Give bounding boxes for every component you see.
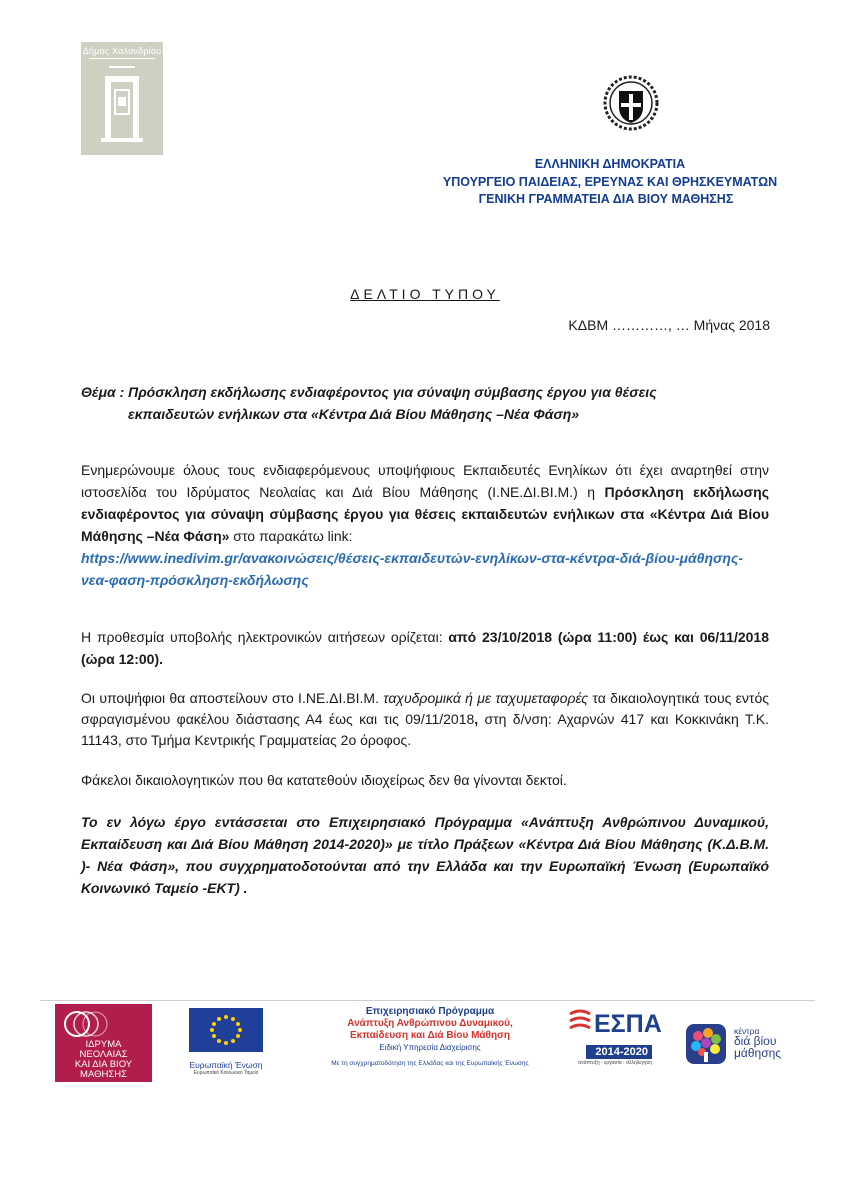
p3-text2: τα δικαιολογητικά τους εντός σφραγισμένου φακέλου διάστασης Α4 έως και τις 09/11/2018 bbox=[81, 690, 769, 727]
kdvm-line-3: μάθησης bbox=[734, 1046, 782, 1060]
eu-sub: Ευρωπαϊκό Κοινωνικό Ταμείο bbox=[193, 1070, 259, 1076]
p1-text: Ενημερώνουμε όλους τους ενδιαφερόμενους υποψήφιους Εκπαιδευτές Ενηλίκων ότι έχει αναρτηθεί στην ιστοσελίδα του Ιδρύματος Νεολαίας και Διά Βίου Μάθησης (Ι.ΝΕ.ΔΙ.ΒΙ.Μ.) η bbox=[81, 462, 769, 500]
inedivim-logo bbox=[55, 1004, 152, 1082]
op-cofund: Με τη συγχρηματοδότηση της Ελλάδας και της Ευρωπαϊκής Ένωσης bbox=[331, 1060, 529, 1067]
building-icon bbox=[81, 42, 163, 155]
kdvm-line-2: διά βίου bbox=[734, 1034, 777, 1048]
municipality-label: Δήμος Χαλανδρίου bbox=[82, 46, 162, 56]
kdvm-line-1: κέντρα bbox=[734, 1026, 760, 1036]
p2-text: Η προθεσμία υποβολής ηλεκτρονικών αιτήσεων ορίζεται: bbox=[81, 629, 449, 645]
p2-bold: από 23/10/2018 (ώρα 11:00) έως και 06/11/2018 (ώρα 12:00). bbox=[81, 629, 769, 667]
funding-paragraph: Το εν λόγω έργο εντάσσεται στο Επιχειρησιακό Πρόγραμμα «Ανάπτυξη Ανθρώπινου Δυναμικού, Εκπαίδευση και Διά Βίου Μάθηση 2014-2020)» με τίτλο Πράξεων «Κέντρα Διά Βίου Μάθησης (Κ.Δ.Β.Μ. )- Νέα Φάση», που συγχρηματοδοτούνται από την Ελλάδα και την Ευρωπαϊκή Ένωση (Ευρωπαϊκό Κοινωνικό Ταμείο -ΕΚΤ) . bbox=[81, 814, 769, 896]
op-title: Επιχειρησιακό Πρόγραμμα bbox=[365, 1006, 495, 1017]
inedivim-line-1: ΙΔΡΥΜΑ bbox=[85, 1039, 122, 1050]
inedivim-line-3: ΚΑΙ ΔΙΑ ΒΙΟΥ bbox=[74, 1059, 133, 1070]
ministry-republic: ΕΛΛΗΝΙΚΗ ΔΗΜΟΚΡΑΤΙΑ bbox=[534, 157, 686, 171]
ministry-name: ΥΠΟΥΡΓΕΙΟ ΠΑΙΔΕΙΑΣ, ΕΡΕΥΝΑΣ ΚΑΙ ΘΡΗΣΚΕΥΜΑΤΩΝ bbox=[442, 175, 778, 189]
submission-paragraph bbox=[81, 688, 769, 751]
eu-logo bbox=[188, 1008, 264, 1074]
p1-after: στο παρακάτω link: bbox=[229, 528, 353, 544]
subject-line-2: εκπαιδευτών ενήλικων στα «Κέντρα Διά Βίου Μάθησης –Νέα Φάση» bbox=[128, 406, 580, 422]
operational-programme-logo bbox=[310, 1006, 550, 1070]
espa-name: ΕΣΠΑ bbox=[594, 1010, 662, 1038]
p3-text1: Οι υποψήφιοι θα αποστείλουν στο Ι.ΝΕ.ΔΙ.ΒΙ.Μ. bbox=[81, 690, 384, 706]
press-release-title: ΔΕΛΤΙΟ ΤΥΠΟΥ bbox=[350, 286, 500, 302]
inedivim-line-2: ΝΕΟΛΑΙΑΣ bbox=[79, 1049, 128, 1060]
inedivim-link[interactable]: https://www.inedivim.gr/ανακοινώσεις/θέσεις-εκπαιδευτών-ενηλίκων-στα-κέντρα-διά-βίου-μάθησης-νεα-φαση-πρόσκληση-εκδήλωσης bbox=[81, 550, 743, 588]
ministry-secretariat: ΓΕΝΙΚΗ ΓΡΑΜΜΑΤΕΙΑ ΔΙΑ ΒΙΟΥ ΜΑΘΗΣΗΣ bbox=[478, 192, 734, 206]
op-name-1: Ανάπτυξη Ανθρώπινου Δυναμικού, bbox=[347, 1018, 513, 1029]
op-service: Ειδική Υπηρεσία Διαχείρισης bbox=[379, 1043, 481, 1052]
inedivim-line-4: ΜΑΘΗΣΗΣ bbox=[80, 1069, 127, 1080]
subject-prefix: Θέμα : bbox=[81, 384, 129, 400]
deadline-paragraph bbox=[81, 626, 769, 670]
eu-flag-icon bbox=[188, 1008, 264, 1054]
p3-text3: στη δ/νση: Αχαρνών 417 και Κοκκινάκη Τ.Κ. 11143, στο Τμήμα Κεντρικής Γραμματείας 2ο όροφος. bbox=[81, 711, 770, 748]
speech-bubbles-icon bbox=[55, 1004, 152, 1044]
espa-logo bbox=[568, 1006, 662, 1068]
eu-label: Ευρωπαϊκή Ένωση bbox=[189, 1060, 263, 1070]
announcement-paragraph bbox=[81, 459, 769, 591]
op-name-2: Εκπαίδευση και Διά Βίου Μάθηση bbox=[349, 1030, 511, 1041]
espa-years: 2014-2020 bbox=[586, 1045, 652, 1059]
espa-tagline: ανάπτυξη - εργασία - αλληλεγγύη bbox=[578, 1060, 652, 1066]
kdvm-logo bbox=[684, 1022, 796, 1070]
p3-comma: , bbox=[474, 711, 479, 727]
p3-italic: ταχυδρομικά ή με ταχυμεταφορές bbox=[383, 690, 589, 706]
tree-icon bbox=[684, 1022, 728, 1068]
reference-number: ΚΔΒΜ …………, … Μήνας 2018 bbox=[568, 317, 770, 333]
municipality-logo bbox=[81, 42, 163, 155]
espa-stripes-icon bbox=[568, 1006, 662, 1040]
subject-text-1: Πρόσκληση εκδήλωσης ενδιαφέροντος για σύναψη σύμβασης έργου για θέσεις bbox=[128, 384, 657, 400]
p1-bold: Πρόσκληση εκδήλωσης ενδιαφέροντος για σύναψη σύμβασης έργου για θέσεις εκπαιδευτών ενήλικων στα «Κέντρα Διά Βίου Μάθησης –Νέα Φάση» bbox=[81, 484, 769, 544]
notice-paragraph: Φάκελοι δικαιολογητικών που θα κατατεθούν ιδιοχείρως δεν θα γίνονται δεκτοί. bbox=[81, 772, 567, 788]
greek-emblem-icon bbox=[603, 75, 659, 131]
subject-line-1 bbox=[81, 381, 771, 403]
